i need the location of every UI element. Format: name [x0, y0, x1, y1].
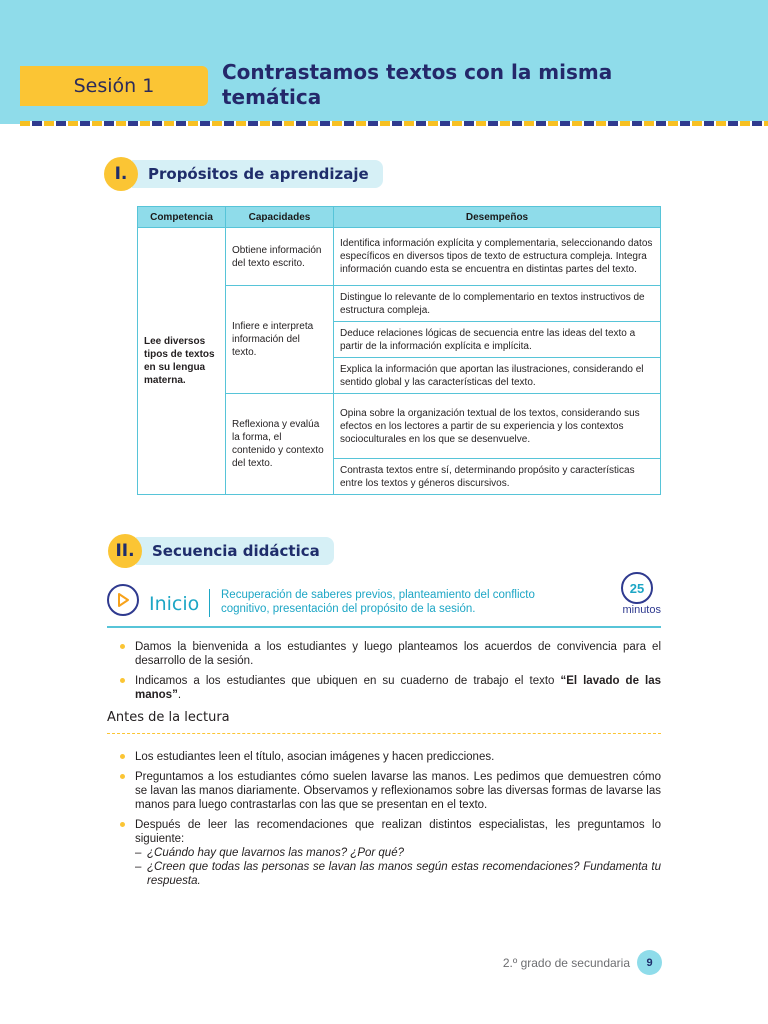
inicio-label: Inicio: [149, 593, 200, 615]
session-title: Contrastamos textos con la misma temática: [222, 60, 613, 109]
timer-icon: [621, 572, 653, 604]
inicio-divider: [209, 589, 210, 617]
list-item-text: .: [177, 689, 182, 701]
desempeno-cell: Explica la información que aportan las ilustraciones, considerando el sentido global y las características del texto.: [334, 358, 661, 394]
table-row: [138, 228, 661, 286]
antes-divider: [107, 733, 661, 734]
desempeno-cell: Opina sobre la organización textual de los textos, considerando sus efectos en los lectores a partir de su experiencia y los contextos socioculturales en los que se desenvuelve.: [334, 394, 661, 459]
desempeno-cell: Contrasta textos entre sí, determinando propósito y características entre los textos y géneros discursivos.: [334, 459, 661, 495]
list-item: [118, 818, 661, 888]
list-item: Los estudiantes leen el título, asocian imágenes y hacen predicciones.: [118, 750, 661, 764]
session-tab: [20, 66, 208, 106]
page-number: 9: [637, 950, 662, 975]
grade-label: 2.º grado de secundaria: [502, 956, 630, 970]
section-heading-1: [104, 157, 383, 191]
list-item: Damos la bienvenida a los estudiantes y luego planteamos los acuerdos de convivencia para el desarrollo de la sesión.: [118, 640, 661, 668]
question-item: – ¿Creen que todas las personas se lavan las manos según estas recomendaciones? Fundamenta tu respuesta.: [135, 860, 661, 888]
table-header-cell: Desempeños: [334, 207, 661, 228]
inicio-bullet-list: [118, 640, 661, 708]
list-item-bold-title: “El lavado de las manos”: [135, 675, 661, 701]
header-divider: [20, 121, 768, 126]
section-title-2: Secuencia didáctica: [136, 537, 334, 565]
competency-table: [137, 206, 661, 495]
list-item-text: Después de leer las recomendaciones que realizan distintos especialistas, les preguntamos lo siguiente:: [135, 819, 661, 845]
inicio-bar: [107, 572, 661, 628]
section-title-1: Propósitos de aprendizaje: [132, 160, 383, 188]
capacidad-cell: Reflexiona y evalúa la forma, el contenido y contexto del texto.: [226, 394, 334, 495]
list-item-text: Indicamos a los estudiantes que ubiquen en su cuaderno de trabajo el texto: [135, 675, 561, 687]
desempeno-cell: Identifica información explícita y complementaria, seleccionando datos específicos en diversos tipos de texto de estructura compleja. Integra información cuando esta se encuentra en distintas partes del texto.: [334, 228, 661, 286]
minutes-label: minutos: [622, 604, 661, 616]
question-item: – ¿Cuándo hay que lavarnos las manos? ¿Por qué?: [135, 846, 661, 860]
list-item: [118, 674, 661, 702]
table-header-cell: Competencia: [138, 207, 226, 228]
table-header-row: [138, 207, 661, 228]
inicio-description: Recuperación de saberes previos, planteamiento del conflicto cognitivo, presentación del propósito de la sesión.: [221, 589, 535, 615]
section-heading-2: [108, 534, 334, 568]
section-number-1: I.: [104, 157, 138, 191]
desempeno-cell: Distingue lo relevante de lo complementario en textos instructivos de estructura compleja.: [334, 286, 661, 322]
desempeno-cell: Deduce relaciones lógicas de secuencia entre las ideas del texto a partir de la información explícita e implícita.: [334, 322, 661, 358]
competencia-cell: Lee diversos tipos de textos en su lengua materna.: [138, 228, 226, 495]
list-item: Preguntamos a los estudiantes cómo suelen lavarse las manos. Les pedimos que demuestren cómo se lavan las manos diariamente. Observamos y reflexionamos sobre las diversas formas de lavarse las manos para luego contrastarlas con las que se presentan en el texto.: [118, 770, 661, 812]
timer-minutes: 25: [629, 580, 645, 596]
session-label: Sesión 1: [73, 75, 155, 97]
section-number-2: II.: [108, 534, 142, 568]
antes-heading: Antes de la lectura: [107, 710, 230, 725]
capacidad-cell: Infiere e interpreta información del texto.: [226, 286, 334, 394]
play-icon: [107, 584, 139, 616]
capacidad-cell: Obtiene información del texto escrito.: [226, 228, 334, 286]
antes-bullet-list: [118, 750, 661, 894]
table-header-cell: Capacidades: [226, 207, 334, 228]
